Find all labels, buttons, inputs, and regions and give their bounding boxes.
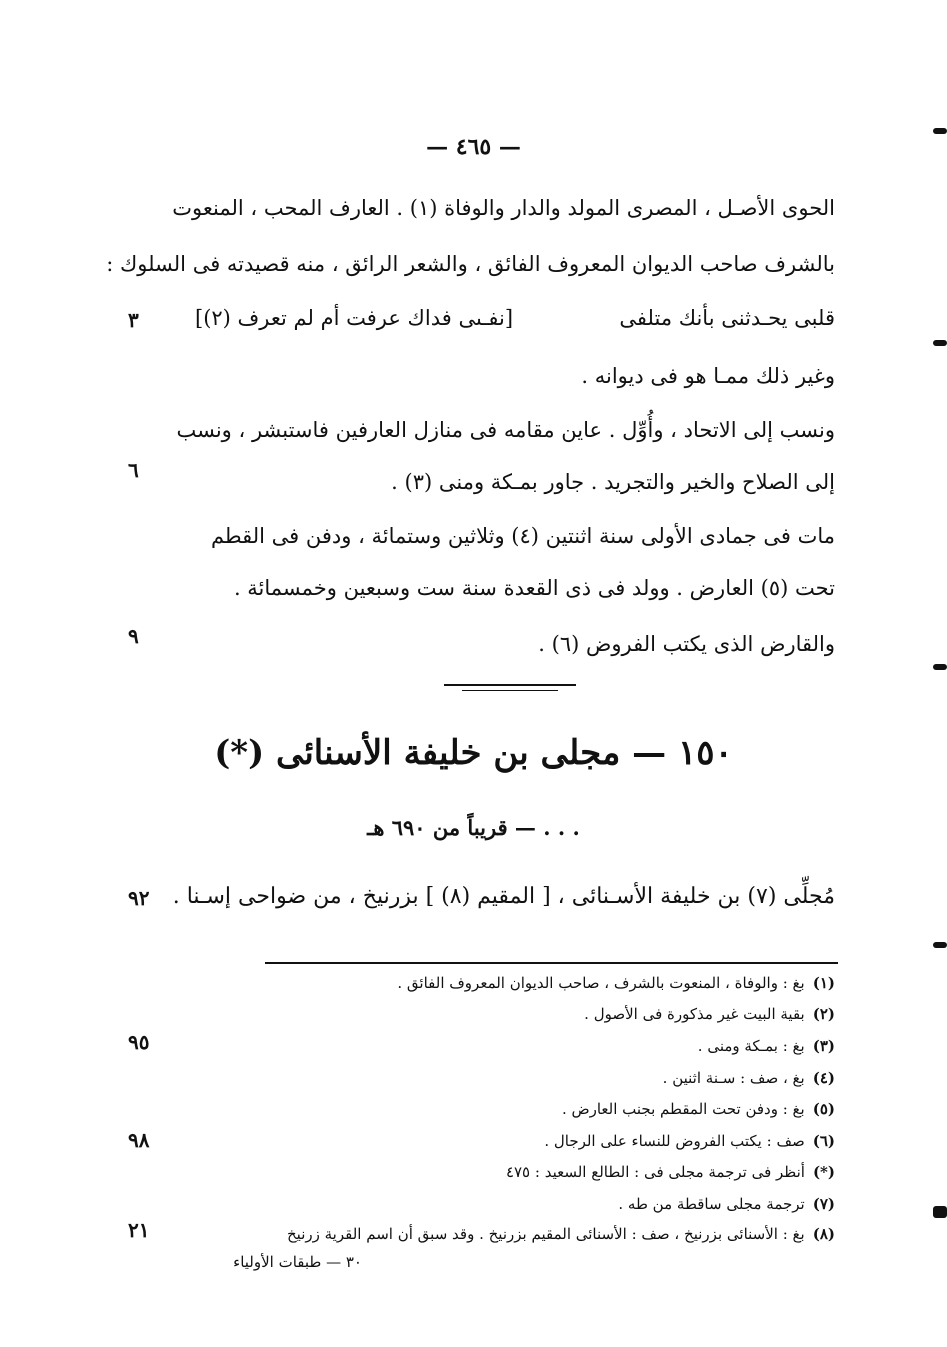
footnote-number: (٨)	[812, 1225, 835, 1243]
body-line: الحوى الأصـل ، المصرى المولد والدار والوفاة (١) . العارف المحب ، المنعوت	[172, 196, 835, 220]
footnote-number: (٦)	[812, 1132, 835, 1150]
scan-edge-mark	[933, 664, 947, 670]
scan-edge-mark	[933, 340, 947, 346]
footnote-text: بقية البيت غير مذكورة فى الأصول .	[584, 1005, 805, 1023]
body-line: إلى الصلاح والخير والتجريد . جاور بمـكة ومنى (٣) .	[391, 470, 835, 494]
section-divider	[462, 690, 558, 691]
line-number: ٦	[128, 458, 139, 482]
signature-line: ٣٠ — طبقات الأولياء	[233, 1253, 362, 1271]
footnote	[618, 1195, 835, 1213]
line-number: ٩	[128, 624, 139, 648]
footnote	[584, 1005, 835, 1023]
body-line: مات فى جمادى الأولى سنة اثنتين (٤) وثلاثين وستمائة ، ودفن فى القطم	[210, 524, 835, 548]
body-line: تحت (٥) العارض . وولد فى ذى القعدة سنة ست وسبعين وخمسمائة .	[233, 576, 835, 600]
section-divider	[444, 684, 576, 686]
line-number: ٣	[128, 308, 139, 332]
footnote-number: (١)	[812, 974, 835, 992]
footnote	[562, 1100, 835, 1118]
body-line: والقارض الذى يكتب الفروض (٦) .	[538, 632, 835, 656]
footnote	[663, 1069, 835, 1087]
body-line: بالشرف صاحب الديوان المعروف الفائق ، والشعر الرائق ، منه قصيدته فى السلوك :	[106, 252, 835, 276]
footnote-number: (٧)	[812, 1195, 835, 1213]
line-number: ٩٥	[128, 1030, 150, 1054]
footnote-separator	[265, 962, 838, 964]
verse-line	[195, 306, 835, 330]
body-line: وغير ذلك ممـا هو فى ديوانه .	[581, 364, 835, 388]
footnote-number: (٥)	[812, 1100, 835, 1118]
scan-edge-mark	[933, 942, 947, 948]
scan-edge-mark	[933, 128, 947, 134]
page-number: — ٤٦٥ —	[426, 134, 521, 160]
footnote-text: أنظر فى ترجمة مجلى فى : الطالع السعيد : ٤٧٥	[505, 1163, 805, 1181]
footnote	[397, 974, 835, 992]
verse-first-hemistich: قلبى يحـدثنى بأنك متلفى	[619, 306, 835, 330]
line-number: ٩٢	[128, 886, 150, 910]
footnote	[287, 1225, 835, 1243]
entry-first-line: مُجلِّى (٧) بن خليفة الأسـنائى ، [ المقيم (٨) ] بزرنيخ ، من ضواحى إسـنا .	[172, 884, 835, 909]
verse-second-hemistich: [نفـىى فداك عرفت أم لم تعرف (٢)]	[195, 306, 514, 330]
footnote-text: ترجمة مجلى ساقطة من طه .	[618, 1195, 805, 1213]
footnote	[698, 1037, 835, 1055]
footnote-number: (*)	[812, 1163, 835, 1181]
line-number: ٩٨	[128, 1128, 150, 1152]
footnote-number: (٣)	[812, 1037, 835, 1055]
footnote-number: (٢)	[812, 1005, 835, 1023]
body-line: ونسب إلى الاتحاد ، وأُوِّل . عاين مقامه فى منازل العارفين فاستبشر ، ونسب	[176, 418, 835, 442]
entry-date: . . . — قريباً من ٦٩٠ هـ	[367, 815, 580, 840]
footnote-text: صف : يكتب الفروض للنساء على الرجال .	[544, 1132, 805, 1150]
footnote-text: بغ : والوفاة ، المنعوت بالشرف ، صاحب الديوان المعروف الفائق .	[397, 974, 805, 992]
scan-edge-mark	[933, 1206, 947, 1218]
footnote-number: (٤)	[812, 1069, 835, 1087]
footnote-text: بغ : ودفن تحت المقطم بجنب العارض .	[561, 1100, 805, 1118]
footnote-text: بغ : بمـكة ومنى .	[697, 1037, 805, 1055]
footnote-text: بغ : الأسنائى بزرنيخ ، صف : الأسنائى المقيم بزرنيخ . وقد سبق أن اسم القرية زرنيخ	[287, 1225, 805, 1243]
line-number: ٢١	[128, 1218, 150, 1242]
entry-heading: ١٥٠ — مجلى بن خليفة الأسنائى (*)	[214, 733, 733, 773]
footnote-text: بغ ، صف : سـنة اثنين .	[662, 1069, 805, 1087]
footnote	[544, 1132, 835, 1150]
footnote	[506, 1163, 835, 1181]
